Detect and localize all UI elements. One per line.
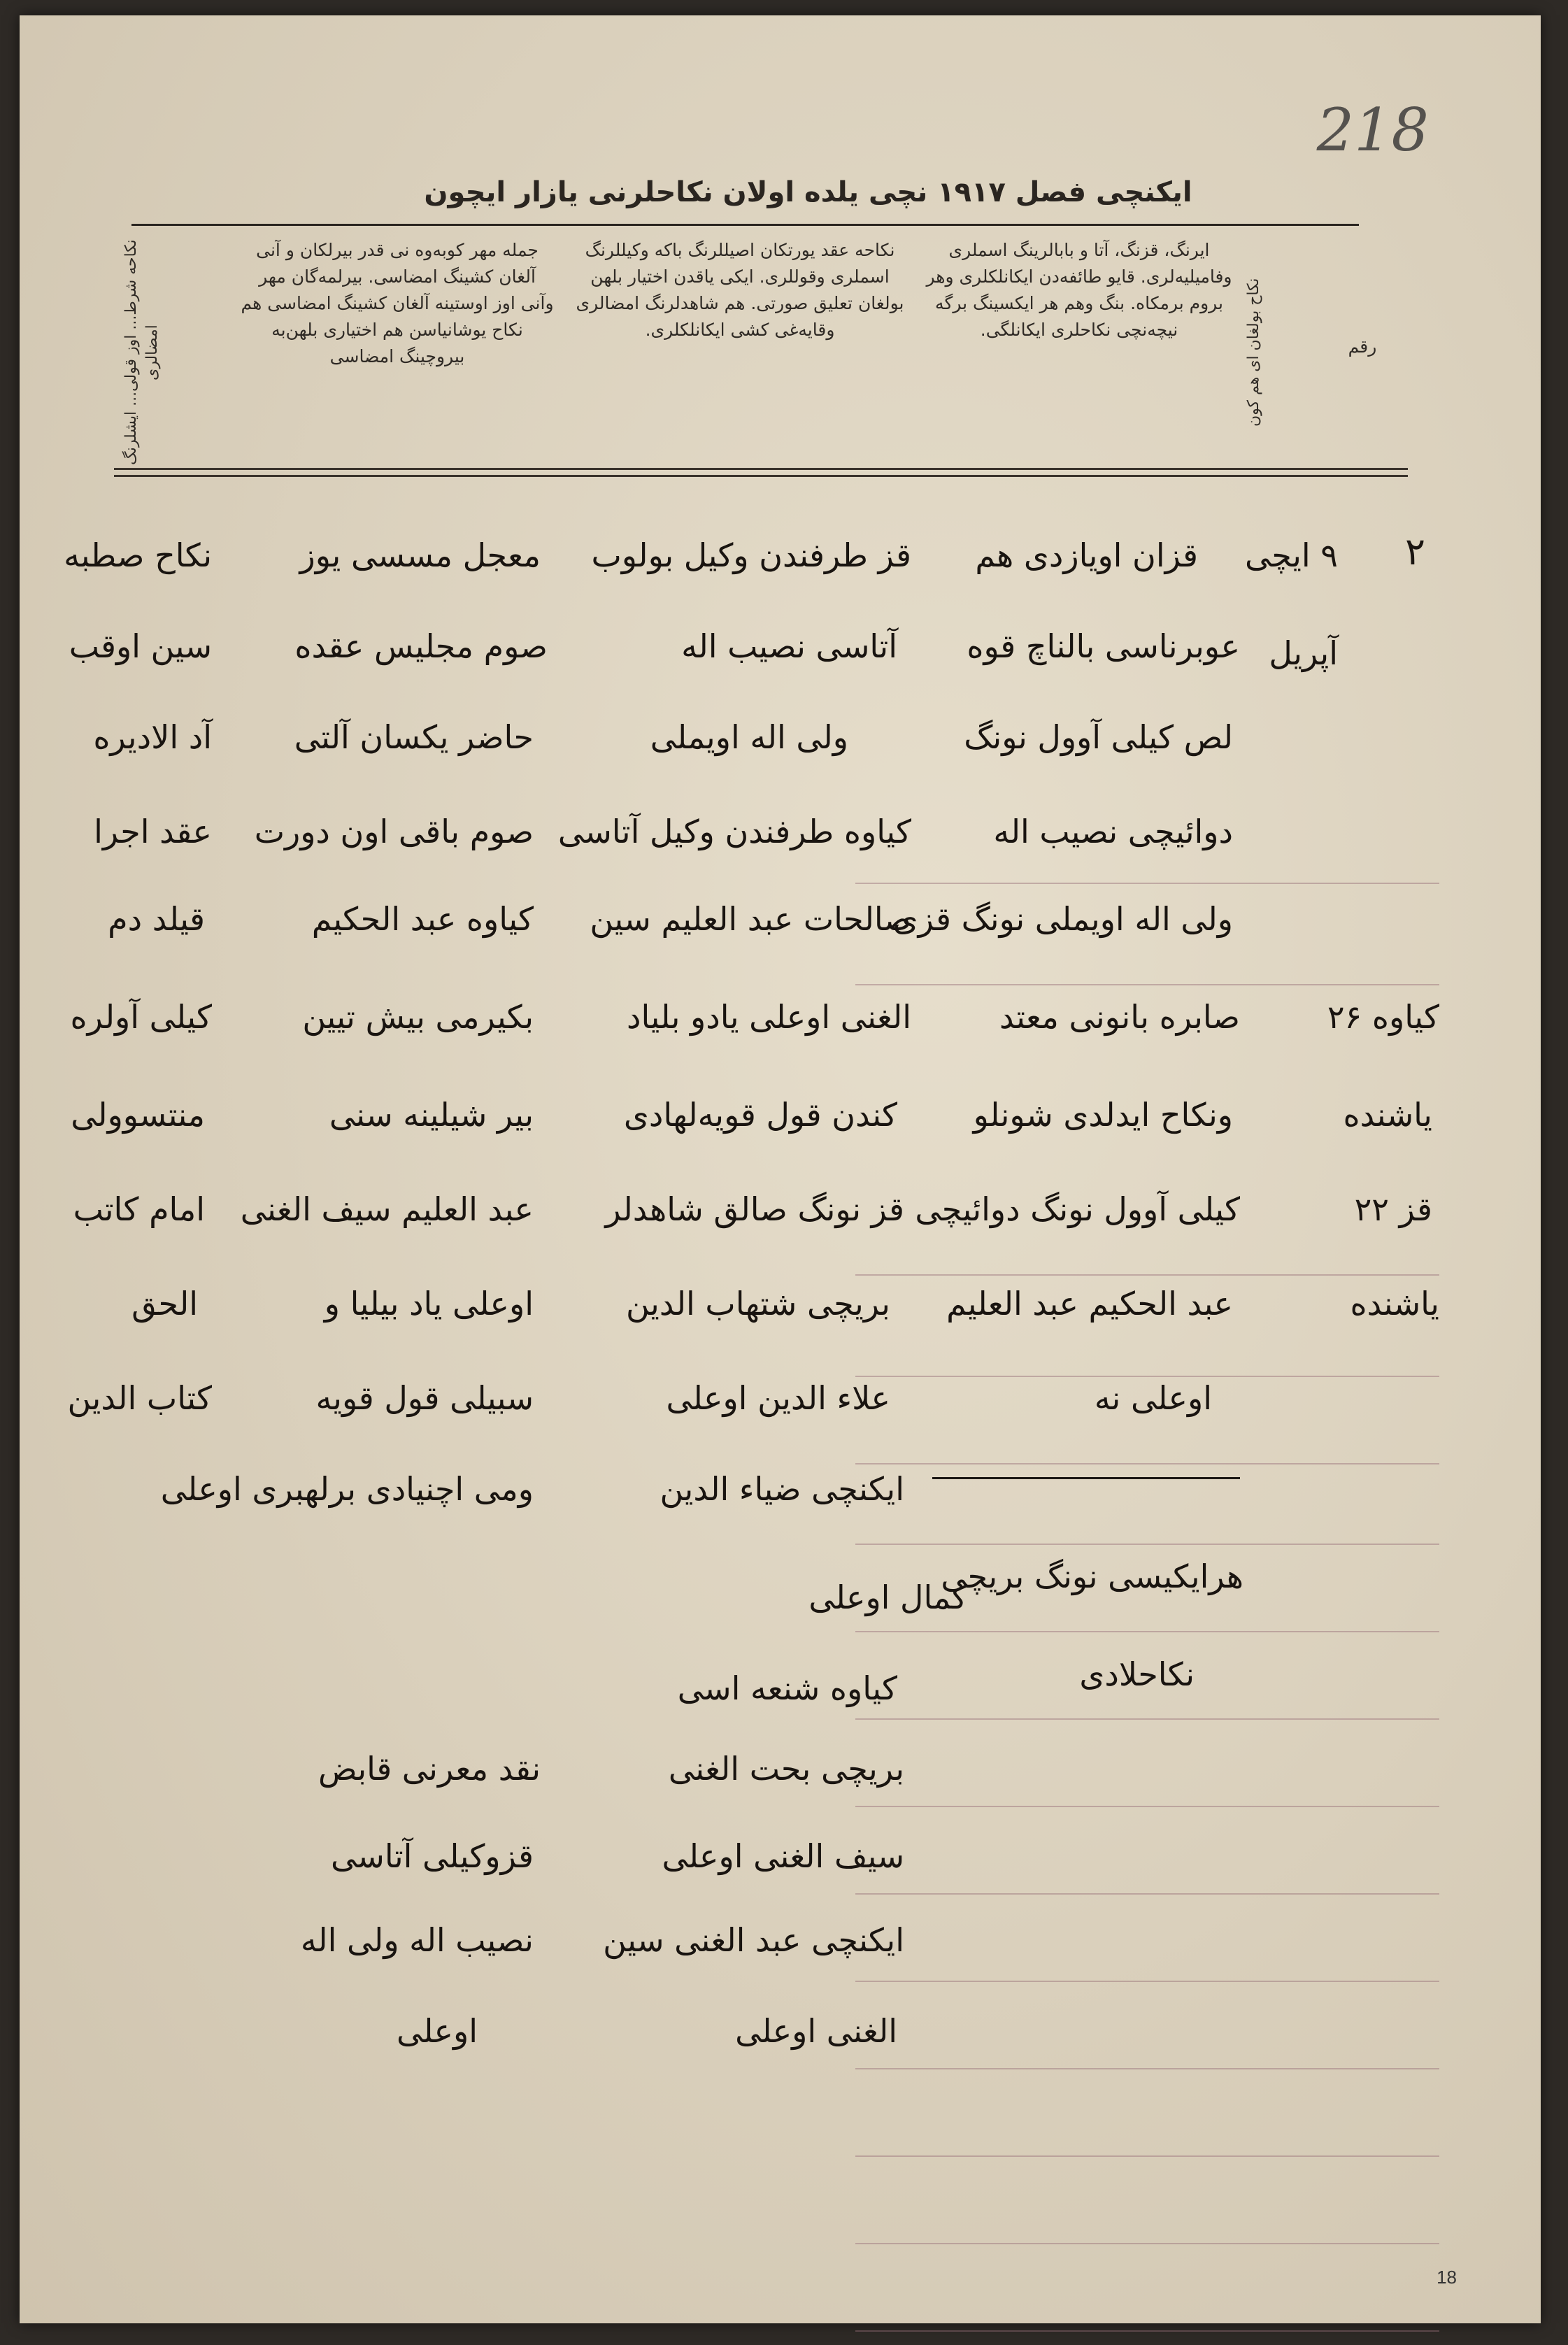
spouses-line: اوعلی نه: [1094, 1379, 1212, 1417]
spouses-line: عوبرناسی بالناچ قوه: [967, 627, 1240, 665]
separator-rule: [932, 1477, 1240, 1479]
spouses-line: قزان اویازدی هم: [975, 536, 1198, 574]
notes-line: قیلد دم: [108, 900, 205, 938]
signature-line: ایکنچی عبد الغنی سین: [603, 1921, 904, 1959]
mahr-line: سبیلی قول قویه: [315, 1379, 534, 1417]
ruled-line: [855, 883, 1439, 884]
age-line: کیاوه ۲۶: [1327, 998, 1439, 1036]
witness-line: قز نونگ صالق شاهدلر: [605, 1190, 904, 1228]
footer-number: 18: [1437, 2267, 1457, 2288]
ruled-line: [855, 1806, 1439, 1807]
witness-line: آتاسی نصیب اله: [681, 627, 897, 665]
mahr-receipt-line: اوعلی: [396, 2012, 478, 2050]
page-number: 218: [1316, 96, 1429, 164]
ruled-line: [855, 1274, 1439, 1276]
signature-line: بریچی بحت الغنی: [668, 1750, 904, 1788]
signature-line: سیف الغنی اوعلی: [662, 1837, 904, 1875]
mahr-line: بیر شیلینه سنی: [329, 1096, 534, 1134]
header-mahr: جمله مهر کوبه‌وه نی قدر بیرلکان و آنی آلغان کشینگ امضاسی. بیرلمه‌گان مهر وآنی اوز اوستینه آلغان کشینگ امضاسی هم نکاح یوشانیاسن هم اختیاری بلهن‌به بیروچینگ امضاسی: [241, 240, 554, 366]
witness-line: کندن قول قویه‌لهادی: [623, 1096, 897, 1134]
page-title: ایکنچی فصل ۱۹۱۷ نچی یلده اولان نکاحلرنی یازار ایچون: [424, 176, 1192, 208]
witness-line: قز طرفندن وکیل بولوب: [591, 536, 911, 574]
mahr-line: صوم باقی اون دورت: [254, 813, 534, 850]
witness-line: صالحات عبد العلیم سین: [590, 900, 911, 938]
title-rule: [131, 224, 1359, 226]
notes-line: الحق: [131, 1285, 198, 1323]
witness-line: ایکنچی ضیاء الدین: [660, 1470, 904, 1508]
ruled-line: [855, 1376, 1439, 1377]
ruled-line: [855, 1981, 1439, 1982]
ruled-line: [855, 1631, 1439, 1632]
header-notes: نکاحه شرط... اوز قولی... ایشلرنگ امضالری: [122, 239, 161, 466]
spouses-line: کیلی آوول نونگ دوائیچی: [915, 1190, 1240, 1228]
mahr-line: معجل مسسی یوز: [299, 536, 541, 574]
age-line: یاشنده: [1350, 1285, 1439, 1323]
row-number: ٢: [1404, 529, 1425, 573]
ruled-line: [855, 1463, 1439, 1464]
witness-line: ولی اله اویملی: [650, 718, 848, 756]
marriage-date-line: آپریل: [1269, 634, 1338, 672]
ruled-line: [855, 1893, 1439, 1895]
ruled-line: [855, 1718, 1439, 1720]
mahr-line: اوعلی یاد بیلیا و: [324, 1285, 534, 1323]
mahr-line: بکیرمی بیش تیین: [302, 998, 534, 1036]
spouses-line: صابره بانونی معتد: [999, 998, 1240, 1036]
ruled-line: [855, 2155, 1439, 2157]
mahr-line: کیاوه عبد الحکیم: [311, 900, 534, 938]
ruled-line: [855, 1544, 1439, 1545]
document-page: [20, 15, 1541, 2323]
mahr-line: حاضر یکسان آلتی: [294, 718, 534, 756]
witness-line: علاء الدین اوعلی: [666, 1379, 890, 1417]
notes-line: آد الادیره: [93, 718, 212, 756]
mahr-receipt-line: نقد معرنی قابض: [318, 1750, 541, 1788]
notes-line: امام کاتب: [73, 1190, 205, 1228]
witness-line: الغنی اوعلی یادو بلیاد: [626, 998, 911, 1036]
spouses-line: عبد الحکیم عبد العلیم: [946, 1285, 1233, 1323]
marriage-date-line: ۹ ایچی: [1245, 536, 1338, 574]
mahr-line: ومی اچنیادی برلهبری اوعلی: [160, 1470, 534, 1508]
spouses-line: ونکاح ایدلدی شونلو: [973, 1096, 1233, 1134]
header-rakam: رقم: [1348, 336, 1377, 357]
mahr-line: صوم مجلیس عقده: [294, 627, 548, 665]
witness-line: کیاوه طرفندن وکیل آتاسی: [557, 813, 911, 850]
notes-line: سین اوقب: [69, 627, 212, 665]
notes-line: کیلی آولره: [70, 998, 212, 1036]
age-line: یاشنده: [1343, 1096, 1432, 1134]
spouses-line: دوائیچی نصیب اله: [993, 813, 1233, 850]
signature-line: هرایکیسی نونگ بریچی: [941, 1558, 1243, 1595]
ruled-line: [855, 2330, 1439, 2332]
spouses-line: ولی اله اویملی نونگ قزی: [892, 900, 1233, 938]
notes-line: کتاب الدین: [67, 1379, 212, 1417]
notes-line: منتسوولی: [71, 1096, 205, 1134]
mahr-receipt-line: قزوکیلی آتاسی: [330, 1837, 534, 1875]
signature-line: کیاوه شنعه اسی: [677, 1669, 897, 1707]
ruled-line: [855, 2068, 1439, 2069]
ruled-line: [855, 984, 1439, 985]
notes-line: نکاح صطبه: [64, 536, 212, 574]
ruled-line: [855, 2243, 1439, 2244]
header-date: نکاح بولغان ای هم کون: [1245, 278, 1262, 427]
age-line: قز ۲۲: [1354, 1190, 1432, 1228]
header-spouses: ایرنگ، قزنگ، آتا و بابالرینگ اسملری وفامیلیه‌لری. قایو طائفه‌دن ایکانلکلری وهر بروم برمکاه. بنگ وهم هر ایکسینگ برگه نیچه‌نچی نکاحلری ایکانلگی.: [926, 240, 1232, 340]
notes-line: عقد اجرا: [94, 813, 212, 850]
signature-line: الغنی اوعلی: [735, 2012, 897, 2050]
spouses-line: لص کیلی آوول نونگ: [964, 718, 1233, 756]
witness-line: بریچی شتهاب الدین: [626, 1285, 890, 1323]
signature-line: نکاحلادی: [1079, 1655, 1195, 1693]
mahr-receipt-line: نصیب اله ولی اله: [300, 1921, 534, 1959]
mahr-line: عبد العلیم سیف الغنی: [240, 1190, 534, 1228]
register-table: [20, 229, 1541, 2323]
header-witnesses: نکاحه عقد یورتکان اصیللرنگ باکه وکیللرنگ اسملری وقوللری. ایکی یاقدن اختیار بلهن بولغان تعلیق صورتی. هم شاهدلرنگ امضالری وقایه‌غی کشی ایکانلکلری.: [576, 240, 904, 340]
signature-line: کمال اوعلی: [808, 1578, 967, 1616]
